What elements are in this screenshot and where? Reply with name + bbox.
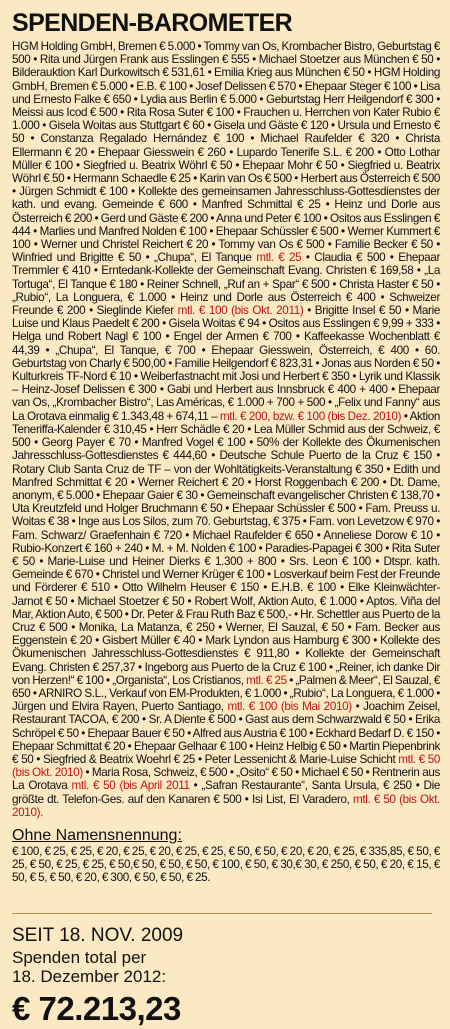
since-date: SEIT 18. NOV. 2009 [12,924,184,946]
monthly-donation-note: mtl. € 25 [246,673,287,687]
anonymous-list: € 100, € 25, € 25, € 20, € 25, € 20, € 25, € 25, € 50, € 50, € 20, € 20, € 25, € 335,85, € 50, € 25, € 50, € 25, € 25, € 50,€ 50, € 50, € 50, € 100, € 50, € 30,€ 30, € 250, € 50, € 20, € 15, € 50, € 5, € 50, € 20, € 300, € 50, € 50, € 25. [12,844,440,885]
donor-text: • Maria Rosa, Schweiz, € 500 • „Osito“ € 50 • Michael € 50 • Rentnerin aus La Orotava [12,766,441,793]
page-title: SPENDEN-BAROMETER [12,9,293,37]
monthly-donation-note: mtl. € 50 (bis Okt. 2010). [12,792,440,819]
monthly-donation-note: mtl. € 100 (bis Okt. 2011) [177,304,304,318]
total-label-line1: Spenden total per [12,947,147,967]
donor-text: • Joachim Zeisel, Restaurant TACOA, € 200 • Sr. A Diente € 500 • Gast aus dem Schwarzwald € 50 • Erika Schröpel € 50 • Ehepaar Bauer € 50 • Alfred aus Austria € 100 • Eckhard Bedarf D. € 150 • Ehepaar Schmittat € 20 • Ehepaar Gelhaar € 100 • Heinz Helbig € 50 • Martin Piepenbrink € 50 • Siegfried & Beatrix Woehrl € 25 • Peter Lessenicht & Marie-Luise Schicht [12,700,440,766]
donor-text: • „Safran Restaurante“, Santa Ursula, € 250 • Die größte dt. Telefon-Ges. auf den Kanaren € 500 • Isi List, El Varadero, [12,779,440,806]
divider [12,913,432,914]
donor-text: • Claudia € 500 • Ehepaar Tremmler € 410 • Erntedank-Kollekte der Gemeinschaft Evang. Christen € 169,58 • „La Tortuga“, El Tanque € 180 • Reiner Schnell, „Ruf an + Spar“ € 500 • Christa Haster € 50 • „Rubio“, La Longuera, € 1.000 • Heinz und Dorle aus Österreich € 400 • Schweizer Freunde € 200 • Sieglinde Kiefer [12,251,440,318]
total-label-line2: 18. Dezember 2012: [12,966,167,986]
donor-text: • „Palmen & Meer“, El Sauzal, € 650 • ARNIRO S.L., Verkauf von EM-Produkten, € 1.000 • „Rubio“, La Longuera, € 1.000 • Jürgen und Elvira Rayen, Puerto Santiago, [12,673,440,714]
monthly-donation-note: mtl. € 50 (bis Okt. 2010) [12,752,440,780]
donor-text: • Brigitte Insel € 50 • Marie Luise und Klaus Paedelt € 200 • Gisela Woitas € 94 • Ositos aus Esslingen € 9,99 + 333 • Helga und Robert Nagl € 100 • Engel der Armen € 700 • Kaffeekasse Wochenblatt € 44,39 • „Chupa“, El Tanque, € 700 • Ehepaar Giesswein, Österreich, € 400 • 60. Geburtstag von Charly € 500,00 • Familie Heilgendorf € 823,31 • Jonas aus Norden € 50 • Kulturkreis TF-Nord € 10 • Weiberfastnacht mit Josi und Herbert € 350 • Lyrik und Klassik – Heinz-Josef Delissen € 300 • Gabi und Herbert aus Innsbruck € 400 + 400 • Ehepaar van Os, „Krombacher Bistro“, Las Américas, € 1.000 + 700 + 500 • „Felix und Fanny“ aus La Orotava einmalig € 1.343,48 + 674,11 – [12,304,441,423]
donor-text: HGM Holding GmbH, Bremen € 5.000 • Tommy van Os, Krombacher Bistro, Geburtstag € 500 • Rita und Jürgen Frank aus Esslingen € 555 • Michael Stoetzer aus München € 50 • Bilderauktion Karl Durkowitsch € 531,61 • Emilia Krieg aus München € 50 • HGM Holding GmbH, Bremen € 5.000 • E.B. € 100 • Josef Delissen € 570 • Ehepaar Steger € 100 • Lisa und Ernesto Falke € 650 • Lydia aus Berlin € 5.000 • Geburtstag Herr Heilgendorf € 300 • Meissi aus Icod € 500 • Rita Rosa Suter € 100 • Frauchen u. Herrchen von Kater Rubio € 1.000 • Gisela Woitas aus Stuttgart € 60 • Gisela und Gäste € 120 • Ursula und Ernesto € 50 • Constanza Regalado Hernández € 100 • Michael Raufelder € 320 • Christa Ellermann € 20 • Ehepaar Giesswein € 260 • Lupardo Tenerife S.L. € 200 • Otto Lothar Müller € 100 • Siegfried u. Beatrix Wöhrl € 50 • Ehepaar Mohr € 50 • Siegfried u. Beatrix Wöhrl € 50 • Hermann Schaedle € 25 • Karin van Os € 500 • Herbert aus Österreich € 500 • Jürgen Schmidt € 100 • Kollekte des gemeinsamen Jahresschluss-Gottesdienstes der kath. und evang. Gemeinde € 600 • Manfred Schmittal € 25 • Heinz und Dorle aus Österreich € 200 • Gerd und Gäste € 200 • Anna und Peter € 100 • Ositos aus Esslingen € 444 • Marlies und Manfred Nolden € 100 • Ehepaar Schüssler € 500 • Werner Kummert € 100 • Werner und Christel Reichert € 20 • Tommy van Os € 500 • Familie Becker € 50 • Winfried und Brigitte € 50 • „Chupa“, El Tanque [12,40,440,265]
donor-list [12,40,440,819]
total-label [12,948,440,986]
monthly-donation-note: mtl. € 100 (bis Mai 2010) [227,700,352,714]
total-amount: € 72.213,23 [12,989,181,1027]
donor-text: • Aktion Teneriffa-Kalender € 310,45 • Herr Schädle € 20 • Lea Müller Schmid aus der Schweiz, € 500 • Georg Payer € 70 • Manfred Vogel € 100 • 50% der Kollekte des Ökumenischen Jahresschluss-Gottesdienstes € 444,60 • Deutsche Schule Puerto de la Cruz € 150 • Rotary Club Santa Cruz de TF – von der Wohltätigkeits-Veranstaltung € 350 • Edith und Manfred Schmittat € 20 • Werner Reichert € 20 • Horst Roggenbach € 200 • Dt. Dame, anonym, € 5.000 • Ehepaar Gaier € 30 • Gemeinschaft evangelischer Christen € 138,70 • Uta Kreutzfeld und Holger Bruchmann € 50 • Ehepaar Schüssler € 500 • Fam. Preuss u. Woitas € 38 • Inge aus Los Silos, zum 70. Geburtstag, € 375 • Fam. von Levetzow € 970 • Fam. Schwarz/ Graefenhain € 720 • Michael Raufelder € 650 • Anneliese Dorow € 10 • Rubio-Konzert € 160 + 240 • M. + M. Nolden € 100 • Paradies-Papagei € 300 • Rita Suter € 50 • Marie-Luise und Heiner Dierks € 1.300 + 800 • Srs. Leon € 100 • Dtspr. kath. Gemeinde € 670 • Christel und Werner Krüger € 100 • Losverkauf beim Fest der Freunde und Förderer € 510 • Otto Wilhelm Heuser € 150 • E.H.B. € 100 • Elke Kleinwächter-Jarnot € 50 • Michael Stoetzer € 50 • Robert Wolf, Aktion Auto, € 1.000 • Aptos. Viña del Mar, Aktion Auto, € 500 • Dr. Peter & Frau Ruth Baz € 500,- • Hr. Schettler aus Puerto de la Cruz € 500 • Monika, La Matanza, € 250 • Werner, El Sauzal, € 50 • Fam. Becker aus Eggenstein € 20 • Gisbert Müller € 40 • Mark Lyndon aus Hamburg € 300 • Kollekte des Ökumenischen Jahresschluss-Gottesdienstes € 911,80 • Kollekte der Gemeinschaft Evang. Christen € 257,37 • Ingeborg aus Puerto de la Cruz € 100 • „Reiner, ich danke Dir von Herzen!“ € 100 • „Organista“, Los Cristianos, [12,409,440,687]
monthly-donation-note: mtl. € 25 [256,251,302,265]
anonymous-heading: Ohne Namensnennung: [12,826,182,844]
monthly-donation-note: mtl. € 50 (bis April 2011 [71,779,190,793]
monthly-donation-note: mtl. € 200, bzw. € 100 (bis Dez. 2010) [219,409,402,423]
